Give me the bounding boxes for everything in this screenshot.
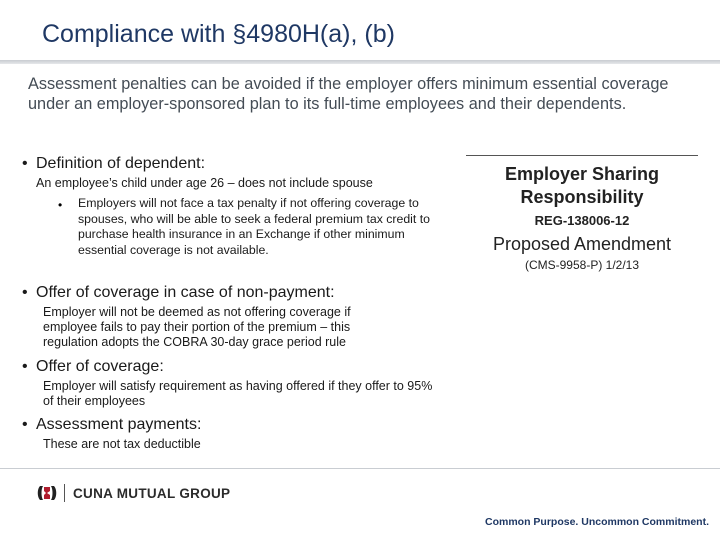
footer-divider — [0, 468, 720, 469]
bullet-heading: Offer of coverage: — [36, 358, 164, 375]
sub-bullet-text: Employers will not face a tax penalty if not offering coverage to spouses, who will be able to seek a federal premium tax credit to purchase health insurance in an Exchange if other minimum essential coverage is not available. — [78, 196, 431, 257]
bullet-heading: Offer of coverage in case of non-payment: — [36, 284, 335, 301]
bullet-detail: These are not tax deductible — [43, 437, 201, 451]
bullet-detail: An employee’s child under age 26 – does not include spouse — [36, 176, 373, 190]
company-logo — [36, 483, 230, 503]
bullet-heading: Assessment payments: — [36, 416, 202, 433]
bullet-dot-icon: • — [22, 358, 28, 375]
intro-paragraph: Assessment penalties can be avoided if the employer offers minimum essential coverage under an employer-sponsored plan to its full-time employees and their dependents. — [28, 75, 669, 113]
cuna-logo-icon — [36, 483, 58, 503]
sub-bullet-dot-icon: • — [58, 198, 63, 212]
callout-reference: (CMS-9958-P) 1/2/13 — [524, 258, 640, 272]
bullet-offer-of-coverage — [22, 358, 164, 376]
bullet-assessment-payments — [22, 416, 201, 434]
callout-reg-number: REG-138006-12 — [534, 213, 630, 228]
bullet-heading: Definition of dependent: — [36, 155, 206, 172]
regulation-callout — [466, 155, 698, 272]
bullet-dot-icon: • — [22, 416, 28, 433]
callout-subtitle: Proposed Amendment — [492, 234, 672, 254]
bullet-dot-icon: • — [22, 284, 28, 301]
title-divider — [0, 60, 720, 64]
callout-title: Employer Sharing Responsibility — [504, 164, 660, 207]
bullet-definition-of-dependent — [22, 155, 205, 173]
bullet-dot-icon: • — [22, 155, 28, 172]
footer-tagline: Common Purpose. Uncommon Commitment. — [485, 516, 710, 528]
bullet-detail: Employer will satisfy requirement as having offered if they offer to 95% of their employees — [43, 379, 433, 408]
bullet-offer-non-payment — [22, 284, 335, 302]
page-title: Compliance with §4980H(a), (b) — [42, 20, 395, 48]
logo-text: CUNA MUTUAL GROUP — [73, 485, 231, 501]
bullet-detail: Employer will not be deemed as not offering coverage if employee fails to pay their portion of the premium – this regulation adopts the COBRA 30-day grace period rule — [43, 305, 351, 349]
logo-separator — [64, 484, 65, 502]
